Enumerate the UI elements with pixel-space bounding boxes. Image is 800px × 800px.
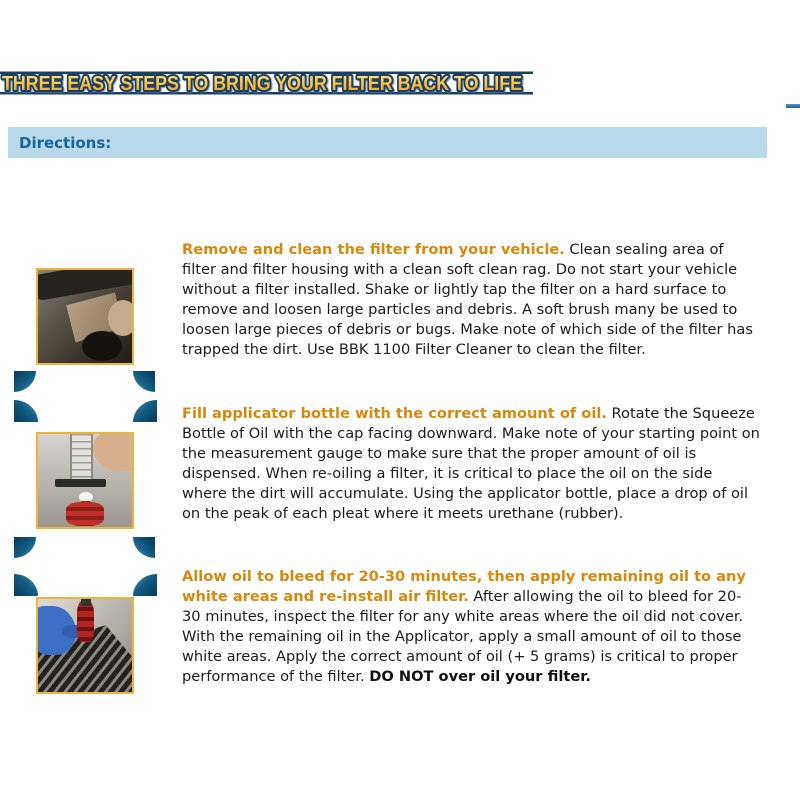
red-applicator-shape [77,601,94,642]
measurement-gauge-shape [70,434,93,482]
corner-quarter-round [133,400,157,422]
banner-title: THREE EASY STEPS TO BRING YOUR FILTER BACK TO LIFE [2,72,522,95]
applicator-cap-shape [81,599,90,606]
corner-quarter-round [133,537,155,558]
step2-photo [36,432,134,529]
step3-photo [36,597,134,694]
step2-heading: Fill applicator bottle with the correct amount of oil. [182,405,607,422]
step1-photo [36,268,134,365]
plunger-bar-shape [55,479,106,487]
right-edge-dash [786,104,800,108]
corner-quarter-round [14,537,36,558]
title-banner [0,69,545,97]
corner-quarter-round [14,400,38,422]
corner-quarter-round [133,371,155,392]
engine-shadow-shape [82,331,122,361]
step1-text [182,240,760,360]
directions-bar [8,127,767,158]
step2-text [182,404,760,524]
step3-warning: DO NOT over oil your filter. [369,668,591,685]
step1-body: Clean sealing area of filter and filter housing with a clean soft clean rag. Do not start your vehicle without a filter installed. Shake or lightly tap the filter on a hard surface to remove and loosen large particles and debris. A soft brush many be used to loosen large pieces of debris or bugs. Make note of which side of the filter has trapped the dirt. Use BBK 1100 Filter Cleaner to clean the filter. [182,241,753,358]
red-squeeze-bottle-shape [66,502,104,526]
corner-quarter-round [14,574,38,596]
step1-heading: Remove and clean the filter from your vehicle. [182,241,565,258]
directions-label: Directions: [19,133,112,152]
step3-text [182,567,760,687]
corner-quarter-round [133,574,157,596]
step2-body: Rotate the Squeeze Bottle of Oil with the cap facing downward. Make note of your starting point on the measurement gauge to make sure that the proper amount of oil is dispensed. When re-oiling a filter, it is critical to place the oil on the side where the dirt will accumulate. Using the applicator bottle, place a drop of oil on the peak of each pleat where it meets urethane (rubber). [182,405,760,522]
hand-shape [108,300,134,336]
step3-body: After allowing the oil to bleed for 20-30 minutes, inspect the filter for any white areas where the oil did not cover. With the remaining oil in the Applicator, apply a small amount of oil to those white areas. Apply the correct amount of oil (+ 5 grams) is critical to proper performance of the filter. [182,588,744,685]
step3-heading: Allow oil to bleed for 20-30 minutes, then apply remaining oil to any white areas and re-install air filter. [182,568,746,605]
corner-quarter-round [14,371,36,392]
